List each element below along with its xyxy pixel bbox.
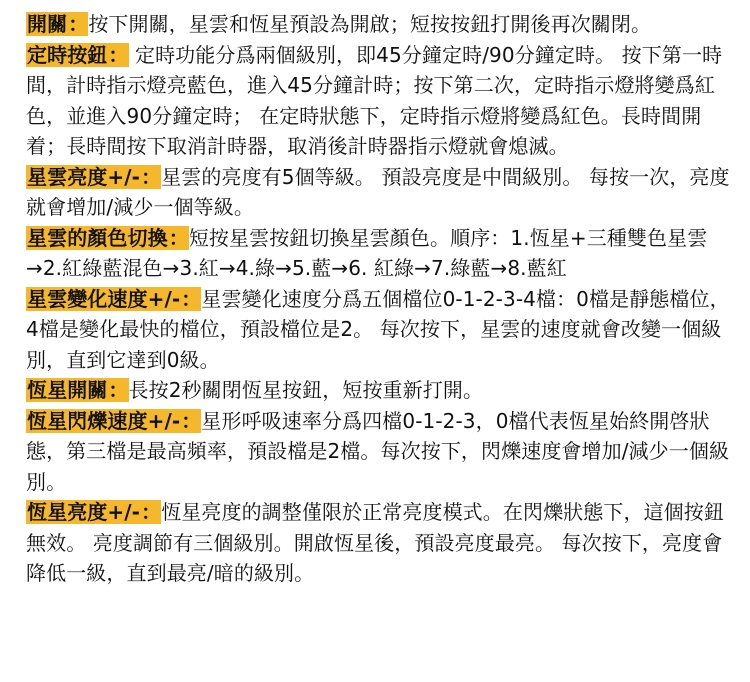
section-star-flash-speed <box>26 406 740 498</box>
section-label: 恆星開關 <box>27 378 108 402</box>
section-text: 星雲的亮度有5個等級。 預設亮度是中間級別。 每按一次，亮度就會增加/減少一個等級。 <box>26 164 730 219</box>
section-label-colon: ： <box>68 12 89 36</box>
section-label: 開關 <box>27 12 68 36</box>
section-label: 星雲亮度+/- <box>27 164 141 189</box>
section-text: 長按2秒關閉恆星按鈕，短按重新打開。 <box>128 378 484 402</box>
section-timer-button <box>26 40 740 162</box>
section-label-colon: ： <box>108 42 129 67</box>
section-label: 星雲變化速度+/- <box>27 286 181 311</box>
section-label-colon: ： <box>181 408 202 433</box>
section-label: 星雲的顏色切換 <box>27 225 168 250</box>
section-nebula-color-switch <box>26 223 740 284</box>
section-nebula-change-speed <box>26 284 740 376</box>
section-text: 按下開關，星雲和恆星預設為開啟；短按按鈕打開後再次關閉。 <box>88 12 652 36</box>
section-text: 短按星雲按鈕切換星雲顏色。順序：1.恆星+三種雙色星雲→2.紅綠藍混色→3.紅→4.綠→5.藍→6. 紅綠→7.綠藍→8.藍紅 <box>26 225 708 280</box>
section-text: 定時功能分爲兩個級別，即45分鐘定時/90分鐘定時。 按下第一時間，計時指示燈亮藍色，進入45分鐘計時；按下第二次，定時指示燈將變爲紅色，並進入90分鐘定時； 在定時狀態下，定時指示燈將變爲紅色。長時間開着；長時間按下取消計時器，取消後計時器指示燈就會熄滅。 <box>26 42 723 158</box>
section-star-switch <box>26 375 740 406</box>
section-label-colon: ： <box>141 500 162 524</box>
section-label-colon: ： <box>168 225 189 250</box>
section-label: 定時按鈕 <box>27 42 108 67</box>
section-text: 星形呼吸速率分爲四檔0-1-2-3，0檔代表恆星始終開啓狀態，第三檔是最高頻率，預設檔是2檔。每次按下，閃爍速度會增加/減少一個級別。 <box>26 408 730 494</box>
section-power-switch <box>26 9 740 40</box>
section-label-colon: ： <box>141 164 162 189</box>
section-label: 恆星閃爍速度+/- <box>27 408 181 433</box>
section-text: 恆星亮度的調整僅限於正常亮度模式。在閃爍狀態下，這個按鈕無效。 亮度調節有三個級別。開啟恆星後，預設亮度最亮。 每次按下，亮度會降低一級，直到最亮/暗的級別。 <box>26 500 724 585</box>
section-label-colon: ： <box>181 286 202 311</box>
section-star-brightness <box>26 497 740 589</box>
section-label: 恆星亮度+/- <box>27 500 141 524</box>
section-nebula-brightness <box>26 162 740 223</box>
section-text: 星雲變化速度分爲五個檔位0-1-2-3-4檔：0檔是靜態檔位，4檔是變化最快的檔位，預設檔位是2。 每次按下，星雲的速度就會改變一個級別，直到它達到0級。 <box>26 286 730 372</box>
section-label-colon: ： <box>108 378 129 402</box>
